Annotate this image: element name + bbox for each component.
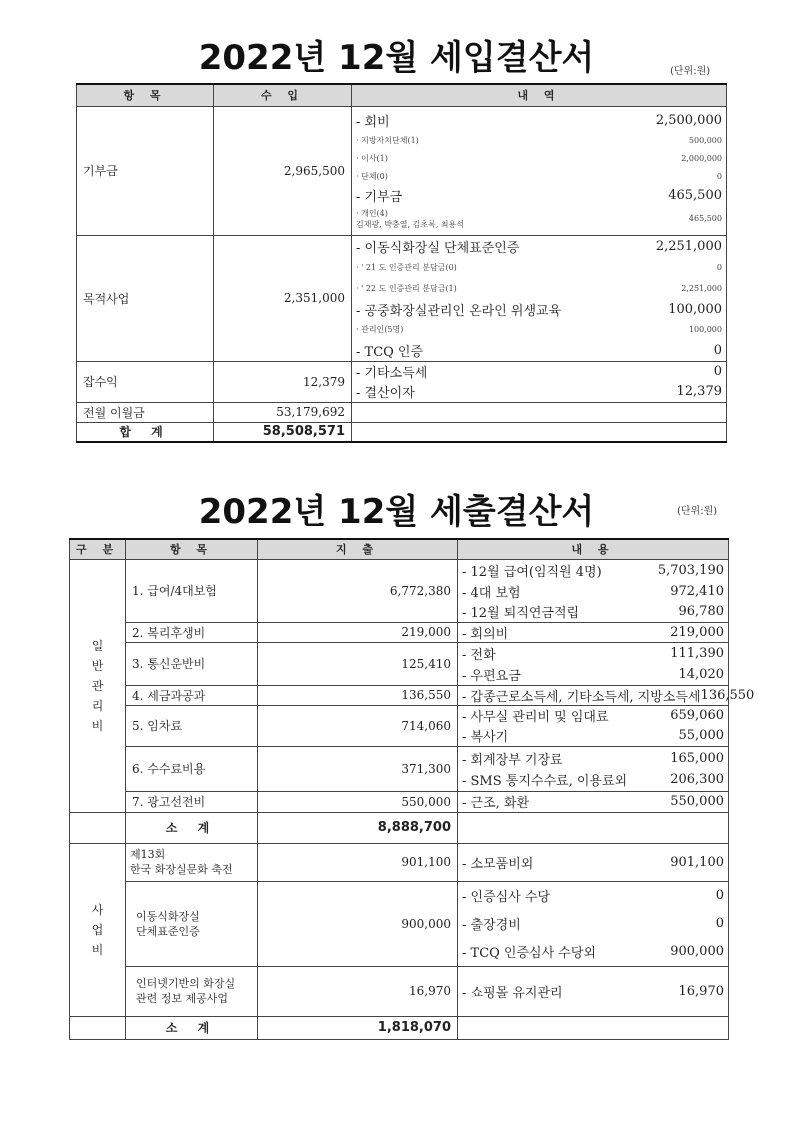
empty-cell: [458, 812, 729, 843]
empty-cell: [352, 422, 727, 442]
row-item: 1. 급여/4대보험: [126, 559, 258, 622]
detail-value: 550,000: [670, 794, 724, 809]
category-char: 비: [91, 718, 104, 733]
row-item: [126, 843, 258, 881]
row-amount: 900,000: [258, 881, 458, 966]
detail-label: - 회계장부 기장료: [462, 752, 563, 768]
row-amount: 12,379: [214, 361, 352, 402]
detail-label: - 우편요금: [462, 668, 521, 684]
detail-value: 111,390: [670, 646, 724, 661]
detail-label: - 기타소득세: [356, 366, 428, 381]
revenue-table: [76, 83, 727, 443]
subtotal-label: 소 계: [126, 1016, 258, 1039]
category-char: 업: [91, 922, 104, 937]
header-category: 구 분: [70, 539, 126, 559]
row-amount: 53,179,692: [214, 402, 352, 422]
subtotal-label: 소 계: [126, 812, 258, 843]
detail-value: 219,000: [670, 624, 724, 640]
total-row: [77, 422, 727, 442]
row-item: 6. 수수료비용: [126, 746, 258, 791]
category-char: 관: [91, 678, 104, 693]
row-amount: 371,300: [258, 746, 458, 791]
detail-value: 55,000: [678, 728, 724, 743]
detail-value: 2,251,000: [681, 283, 722, 293]
subtotal-amount: 1,818,070: [258, 1016, 458, 1039]
detail-value: 972,410: [670, 583, 724, 599]
detail-label: · 관리인(5명): [356, 325, 404, 334]
table-row: [77, 402, 727, 422]
header-expense: 지 출: [258, 539, 458, 559]
detail-value: 659,060: [670, 708, 724, 723]
detail-value: 96,780: [678, 603, 724, 619]
row-detail: [352, 361, 727, 402]
detail-value: 0: [716, 172, 722, 181]
row-amount: 136,550: [258, 685, 458, 705]
table-row: [70, 705, 729, 746]
detail-label: - 공중화장실관리인 온라인 위생교육: [356, 303, 562, 319]
row-detail: [458, 642, 729, 685]
detail-value: 2,251,000: [655, 238, 722, 254]
row-amount: 714,060: [258, 705, 458, 746]
row-item: 4. 세금과공과: [126, 685, 258, 705]
item-line: 관련 정보 제공사업: [136, 992, 229, 1005]
table-row: [70, 559, 729, 622]
detail-label: · ' 21 도 인증관리 분담금(0): [356, 262, 457, 272]
detail-value: 0: [716, 262, 722, 272]
detail-label: - 소모품비외: [462, 856, 534, 872]
expense-table: [69, 538, 755, 1040]
detail-value: 500,000: [688, 136, 722, 145]
row-amount: 2,351,000: [214, 235, 352, 361]
category-char: 비: [91, 942, 104, 957]
detail-label: · ' 22 도 인증관리 분담금(1): [356, 283, 457, 293]
category-general: [70, 559, 126, 812]
item-line: 인터넷기반의 화장실: [136, 977, 236, 990]
row-item: [126, 966, 258, 1016]
detail-label: · 개인(4): [356, 208, 388, 218]
detail-value: 16,970: [678, 983, 724, 999]
row-item: 7. 광고선전비: [126, 791, 258, 812]
item-line: 이동식화장실: [136, 909, 200, 923]
revenue-unit: (단위:원): [670, 66, 711, 77]
row-amount: 2,965,500: [214, 106, 352, 235]
revenue-title: 2022년 12월 세입결산서: [198, 38, 595, 78]
item-line: 한국 화장실문화 축전: [130, 863, 233, 876]
detail-value: 206,300: [670, 771, 724, 787]
table-row: [77, 361, 727, 402]
header-income: 수 입: [214, 84, 352, 106]
row-item: 잡수익: [77, 361, 214, 402]
detail-label: - 복사기: [462, 730, 509, 745]
category-char: 리: [91, 698, 104, 713]
header-content: 내 용: [458, 539, 729, 559]
detail-value: 165,000: [670, 750, 724, 766]
row-amount: 16,970: [258, 966, 458, 1016]
row-detail: [458, 843, 729, 881]
row-detail: [458, 791, 729, 812]
detail-label: - TCQ 인증심사 수당외: [462, 946, 596, 961]
detail-value: 14,020: [678, 666, 724, 682]
table-row: [70, 642, 729, 685]
detail-value: 5,703,190: [657, 563, 724, 578]
category-char: 반: [91, 658, 104, 673]
detail-value: 0: [715, 888, 724, 903]
row-amount: 6,772,380: [258, 559, 458, 622]
expense-unit: (단위:원): [677, 506, 718, 517]
total-amount: 58,508,571: [214, 422, 352, 442]
row-amount: 901,100: [258, 843, 458, 881]
detail-label: - 사무실 관리비 및 임대료: [462, 710, 609, 725]
row-detail: [352, 235, 727, 361]
row-item: 전월 이월금: [77, 402, 214, 422]
category-char: 사: [91, 902, 104, 917]
detail-label: · 지방자치단체(1): [356, 136, 419, 145]
row-detail: [352, 106, 727, 235]
table-row: [70, 791, 729, 812]
detail-value: 465,500: [668, 188, 722, 203]
empty-cell: [458, 1016, 729, 1039]
row-detail: [458, 881, 729, 966]
row-amount: 219,000: [258, 622, 458, 642]
detail-value: 2,000,000: [681, 154, 722, 163]
detail-label: - SMS 통지수수료, 이용료외: [462, 773, 628, 789]
expense-title: 2022년 12월 세출결산서: [198, 492, 595, 532]
table-row: [77, 235, 727, 361]
item-line: 제13회: [130, 848, 166, 861]
header-item: 항 목: [77, 84, 214, 106]
item-line: 단체표준인증: [136, 924, 200, 938]
detail-label: · 이사(1): [356, 154, 388, 163]
empty-cell: [70, 1016, 126, 1039]
detail-label: - 12월 급여(임직원 4명): [462, 565, 602, 580]
detail-label: - 회의비: [462, 626, 509, 642]
detail-value: 2,500,000: [655, 113, 722, 128]
table-row: [70, 843, 729, 881]
detail-value: 0: [713, 342, 722, 358]
detail-label: - 쇼핑몰 유지관리: [462, 985, 563, 1001]
subtotal-row: [70, 1016, 729, 1039]
detail-label: - 이동식화장실 단체표준인증: [356, 240, 520, 256]
table-row: [77, 106, 727, 235]
subtotal-amount: 8,888,700: [258, 812, 458, 843]
row-detail: [458, 685, 755, 705]
detail-value: 136,550: [700, 687, 755, 703]
table-row: [70, 746, 729, 791]
row-item: [126, 881, 258, 966]
detail-label: - 기부금: [356, 190, 403, 205]
detail-value: 100,000: [688, 325, 722, 334]
detail-label: - 회비: [356, 115, 390, 130]
donor-names: 김재광, 박충열, 김초록, 최용석: [356, 219, 464, 229]
row-detail: [458, 966, 729, 1016]
row-detail: [458, 705, 729, 746]
detail-label: - 출장경비: [462, 918, 521, 933]
row-detail: [458, 622, 729, 642]
table-row: [70, 881, 729, 966]
row-detail: [458, 746, 729, 791]
row-detail: [458, 559, 729, 622]
detail-label: - 인증심사 수당: [462, 890, 551, 905]
detail-label: - 갑종근로소득세, 기타소득세, 지방소득세: [462, 689, 701, 705]
row-amount: 125,410: [258, 642, 458, 685]
detail-label: - 결산이자: [356, 386, 415, 401]
empty-cell: [352, 402, 727, 422]
row-item: 목적사업: [77, 235, 214, 361]
detail-value: 12,379: [676, 384, 722, 399]
detail-value: 900,000: [670, 944, 724, 959]
empty-cell: [70, 812, 126, 843]
detail-label: - 전화: [462, 648, 496, 663]
detail-label: - 12월 퇴직연금적립: [462, 605, 580, 621]
category-char: 일: [91, 638, 104, 653]
header-item: 항 목: [126, 539, 258, 559]
detail-label: - TCQ 인증: [356, 344, 424, 360]
detail-value: 0: [713, 364, 722, 379]
category-business: [70, 843, 126, 1016]
total-label: 합 계: [77, 422, 214, 442]
detail-value: 100,000: [668, 301, 722, 317]
row-item: 2. 복리후생비: [126, 622, 258, 642]
row-item: 3. 통신운반비: [126, 642, 258, 685]
table-row: [70, 966, 729, 1016]
detail-value: 0: [715, 916, 724, 931]
detail-label: - 근조, 화환: [462, 796, 530, 811]
table-row: [70, 622, 729, 642]
detail-label: - 4대 보험: [462, 585, 521, 601]
table-row: [70, 685, 729, 705]
row-amount: 550,000: [258, 791, 458, 812]
detail-value: 465,500: [688, 214, 722, 223]
detail-value: 901,100: [670, 854, 724, 870]
subtotal-row: [70, 812, 729, 843]
row-item: 기부금: [77, 106, 214, 235]
detail-label: · 단체(0): [356, 172, 388, 181]
header-detail: 내 역: [352, 84, 727, 106]
row-item: 5. 임차료: [126, 705, 258, 746]
